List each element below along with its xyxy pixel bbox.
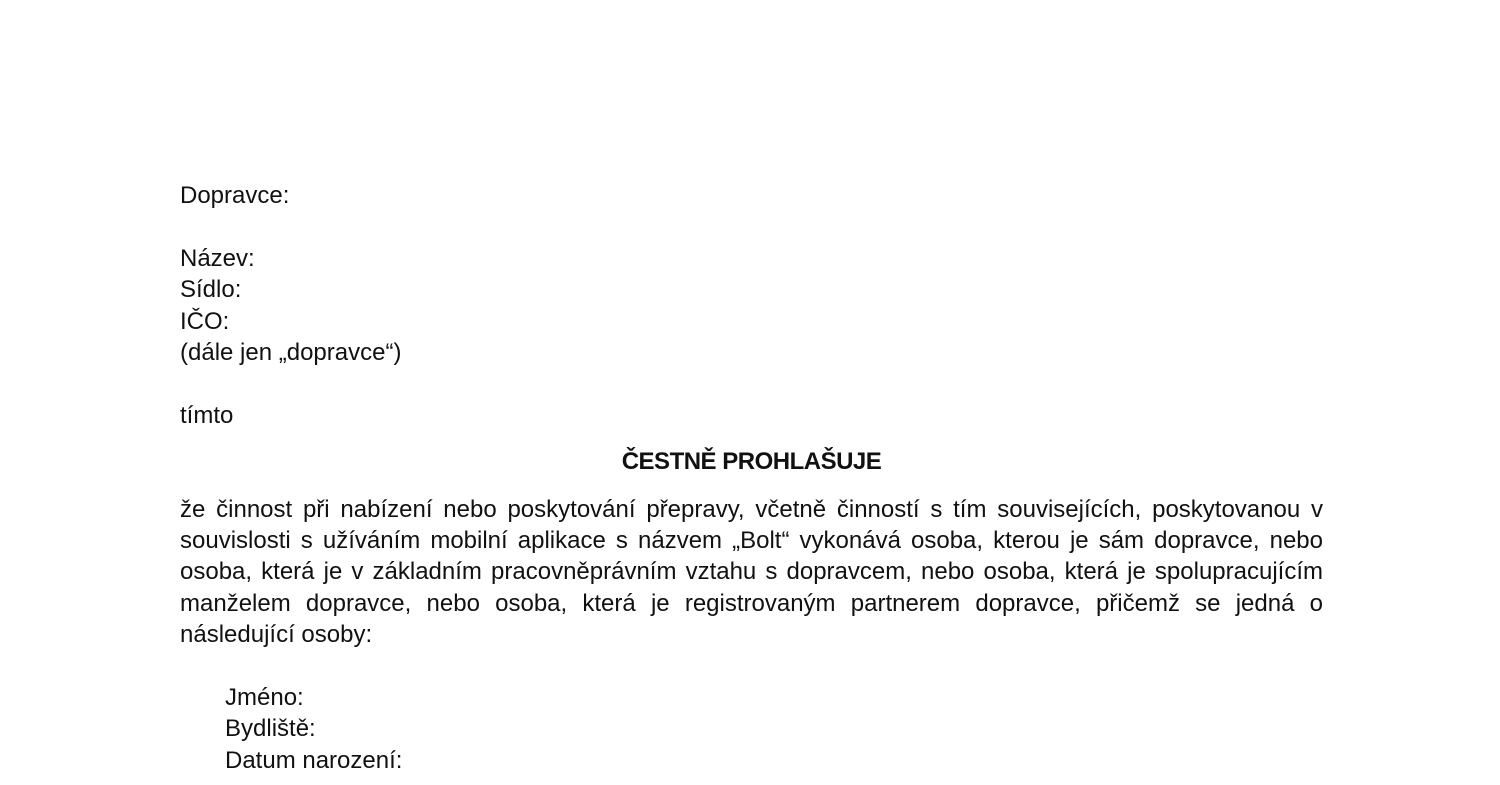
carrier-ico-label: IČO: <box>180 307 230 335</box>
person-fields <box>180 682 1323 776</box>
spacer <box>180 368 1323 399</box>
spacer <box>180 651 1323 682</box>
person-birthdate-label: Datum narození: <box>225 746 403 774</box>
carrier-label: Dopravce: <box>180 182 290 209</box>
declaration-paragraph: že činnost při nabízení nebo poskytování přepravy, včetně činností s tím souvisejících, poskytovanou v souvislosti s užíváním mobilní aplikace s názvem „Bolt“ vykonává osoba, kterou je sám dopravce, nebo osoba, která je v základním pracovněprávním vztahu s dopravcem, nebo osoba, která je spolupracujícím manželem dopravce, nebo osoba, která je registrovaným partnerem dopravce, přičemž se jedná o následující osoby: <box>180 495 1323 649</box>
hereinafter-note: (dále jen „dopravce“) <box>180 339 402 367</box>
carrier-name-label: Název: <box>180 244 255 272</box>
declaration-title: ČESTNĚ PROHLAŠUJE <box>621 448 882 476</box>
person-name-label: Jméno: <box>225 684 304 712</box>
document-content <box>180 180 1323 776</box>
spacer <box>180 211 1323 242</box>
hereby-text: tímto <box>180 401 234 429</box>
person-residence-label: Bydliště: <box>225 715 316 743</box>
carrier-seat-label: Sídlo: <box>180 276 242 304</box>
